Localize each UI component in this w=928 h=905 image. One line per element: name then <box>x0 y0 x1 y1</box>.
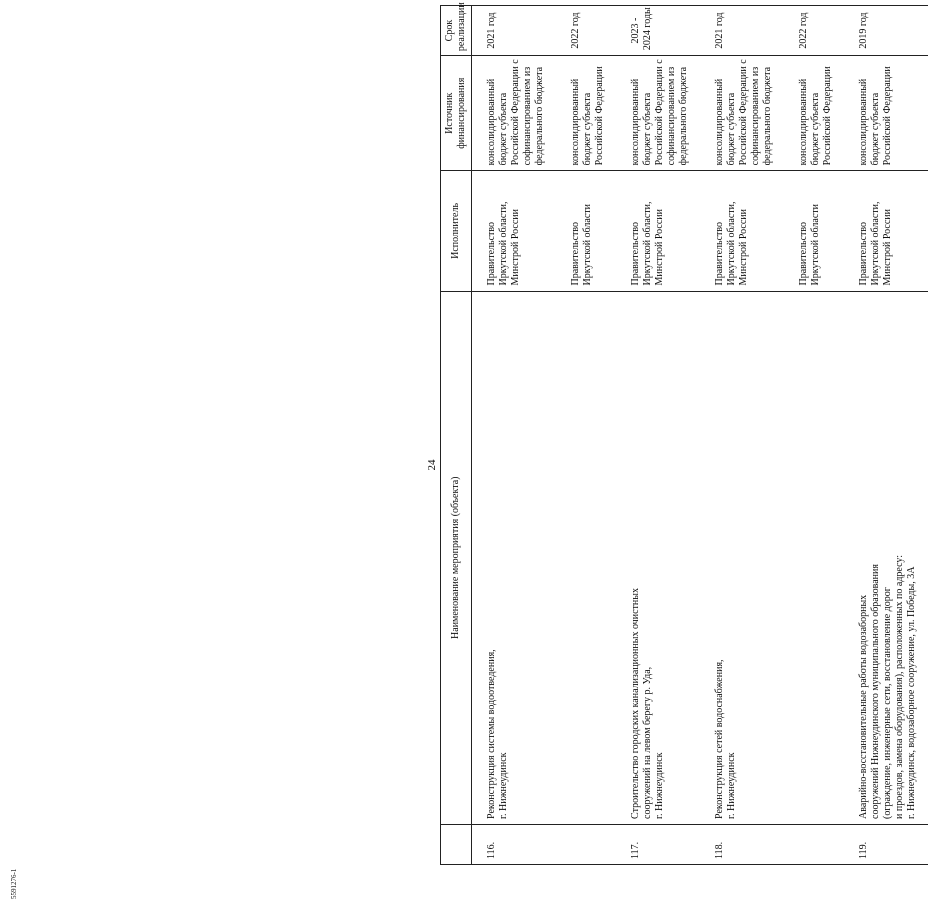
term-line: 2022 год <box>570 12 581 49</box>
row-number: 116. <box>472 824 617 864</box>
header-name: Наименование мероприятия (объекта) <box>441 291 472 824</box>
measure-name-line: и проездов, замена оборудования), расположенных по адресу: <box>894 554 905 819</box>
row-term <box>784 6 844 56</box>
executor-line: Иркутской области <box>582 204 593 286</box>
funding-source-line: бюджет субъекта <box>582 92 593 166</box>
term-line: 2022 год <box>798 12 809 49</box>
row-number: 118. <box>700 824 844 864</box>
funding-source-line: софинансированием из <box>666 66 677 166</box>
row-executor <box>700 171 784 291</box>
funding-source-line: консолидированный <box>630 78 641 166</box>
measure-name-line: сооружений Нижнеудинского муниципального образования <box>870 564 881 819</box>
funding-source-line: софинансированием из <box>750 66 761 166</box>
table-row <box>616 6 700 865</box>
measure-name-line: Реконструкция системы водоотведения, <box>486 649 497 819</box>
measure-name-line: г. Нижнеудинск <box>726 752 737 819</box>
header-source: Источник финансирования <box>441 56 472 171</box>
row-term <box>472 6 557 56</box>
measure-name-line: г. Нижнеудинск <box>498 752 509 819</box>
row-funding-source <box>556 56 616 171</box>
header-executor: Исполнитель <box>441 171 472 291</box>
header-term <box>441 2 472 56</box>
funding-source-line: федерального бюджета <box>678 66 689 166</box>
funding-source-line: Российской Федерации <box>822 66 833 166</box>
executor-line: Иркутской области <box>810 204 821 286</box>
row-executor <box>616 171 700 291</box>
executor-line: Правительство <box>798 221 809 286</box>
executor-line: Правительство <box>630 221 641 286</box>
row-funding-source <box>700 56 784 171</box>
row-number: 119. <box>844 824 928 864</box>
executor-line: Правительство <box>714 221 725 286</box>
funding-source-line: консолидированный <box>714 78 725 166</box>
executor-line: Минстрой России <box>738 208 749 286</box>
funding-source-line: бюджет субъекта <box>498 92 509 166</box>
funding-source-line: консолидированный <box>858 78 869 166</box>
funding-source-line: бюджет субъекта <box>642 92 653 166</box>
row-funding-source <box>472 56 557 171</box>
row-measure-name <box>700 291 844 824</box>
row-number: 117. <box>616 824 700 864</box>
row-executor <box>472 171 557 291</box>
row-measure-name <box>616 291 700 824</box>
table-row <box>700 6 784 865</box>
executor-line: Иркутской области, <box>498 201 509 286</box>
executor-line: Правительство <box>570 221 581 286</box>
table-header-row <box>441 6 472 865</box>
funding-source-line: Российской Федерации <box>594 66 605 166</box>
row-funding-source <box>844 56 928 171</box>
funding-source-line: бюджет субъекта <box>726 92 737 166</box>
funding-source-line: федерального бюджета <box>762 66 773 166</box>
executor-line: Правительство <box>858 221 869 286</box>
row-term <box>556 6 616 56</box>
table-body <box>472 6 928 865</box>
row-executor <box>556 171 616 291</box>
funding-source-line: Российской Федерации с <box>510 59 521 166</box>
funding-source-line: софинансированием из <box>522 66 533 166</box>
executor-line: Иркутской области, <box>870 201 881 286</box>
table-row <box>472 6 557 865</box>
executor-line: Минстрой России <box>882 208 893 286</box>
header-term-line1: Срок <box>444 19 455 42</box>
term-line: 2021 год <box>486 12 497 49</box>
row-funding-source <box>616 56 700 171</box>
row-term <box>616 6 700 56</box>
row-executor <box>844 171 928 291</box>
header-term-line2: реализации <box>456 2 467 52</box>
page-number: 24 <box>426 459 438 471</box>
funding-source-line: консолидированный <box>798 78 809 166</box>
measure-name-line: Аварийно-восстановительные работы водозаборных <box>858 594 869 819</box>
executor-line: Иркутской области, <box>642 201 653 286</box>
row-term <box>700 6 784 56</box>
executor-line: Правительство <box>486 221 497 286</box>
header-number <box>441 824 472 864</box>
term-line: 2023 - <box>630 17 641 44</box>
table-row <box>844 6 928 865</box>
row-executor <box>784 171 844 291</box>
row-funding-source <box>784 56 844 171</box>
funding-source-line: Российской Федерации с <box>654 59 665 166</box>
term-line: 2024 годы <box>642 7 653 51</box>
funding-source-line: бюджет субъекта <box>870 92 881 166</box>
term-line: 2021 год <box>714 12 725 49</box>
funding-source-line: консолидированный <box>486 78 497 166</box>
row-measure-name <box>472 291 617 824</box>
executor-line: Минстрой России <box>510 208 521 286</box>
executor-line: Минстрой России <box>654 208 665 286</box>
measure-name-line: сооружений на левом берегу р. Уда, <box>642 666 653 819</box>
row-measure-name <box>844 291 928 824</box>
funding-source-line: бюджет субъекта <box>810 92 821 166</box>
measure-name-line: Реконструкция сетей водоснабжения, <box>714 659 725 819</box>
funding-source-line: консолидированный <box>570 78 581 166</box>
measures-table <box>440 2 928 865</box>
measure-name-line: (ограждение, инженерные сети, восстановление дорог <box>882 587 893 819</box>
row-term <box>844 6 928 56</box>
funding-source-line: Российской Федерации <box>882 66 893 166</box>
footer-code: 5591276-1 <box>10 868 18 899</box>
executor-line: Иркутской области, <box>726 201 737 286</box>
measure-name-line: г. Нижнеудинск, водозаборное сооружение, ул. Победы, 3А <box>906 566 917 819</box>
measure-name-line: Строительство городских канализационных очистных <box>630 588 641 819</box>
measure-name-line: г. Нижнеудинск <box>654 752 665 819</box>
funding-source-line: федерального бюджета <box>534 66 545 166</box>
funding-source-line: Российской Федерации с <box>738 59 749 166</box>
term-line: 2019 год <box>858 12 869 49</box>
